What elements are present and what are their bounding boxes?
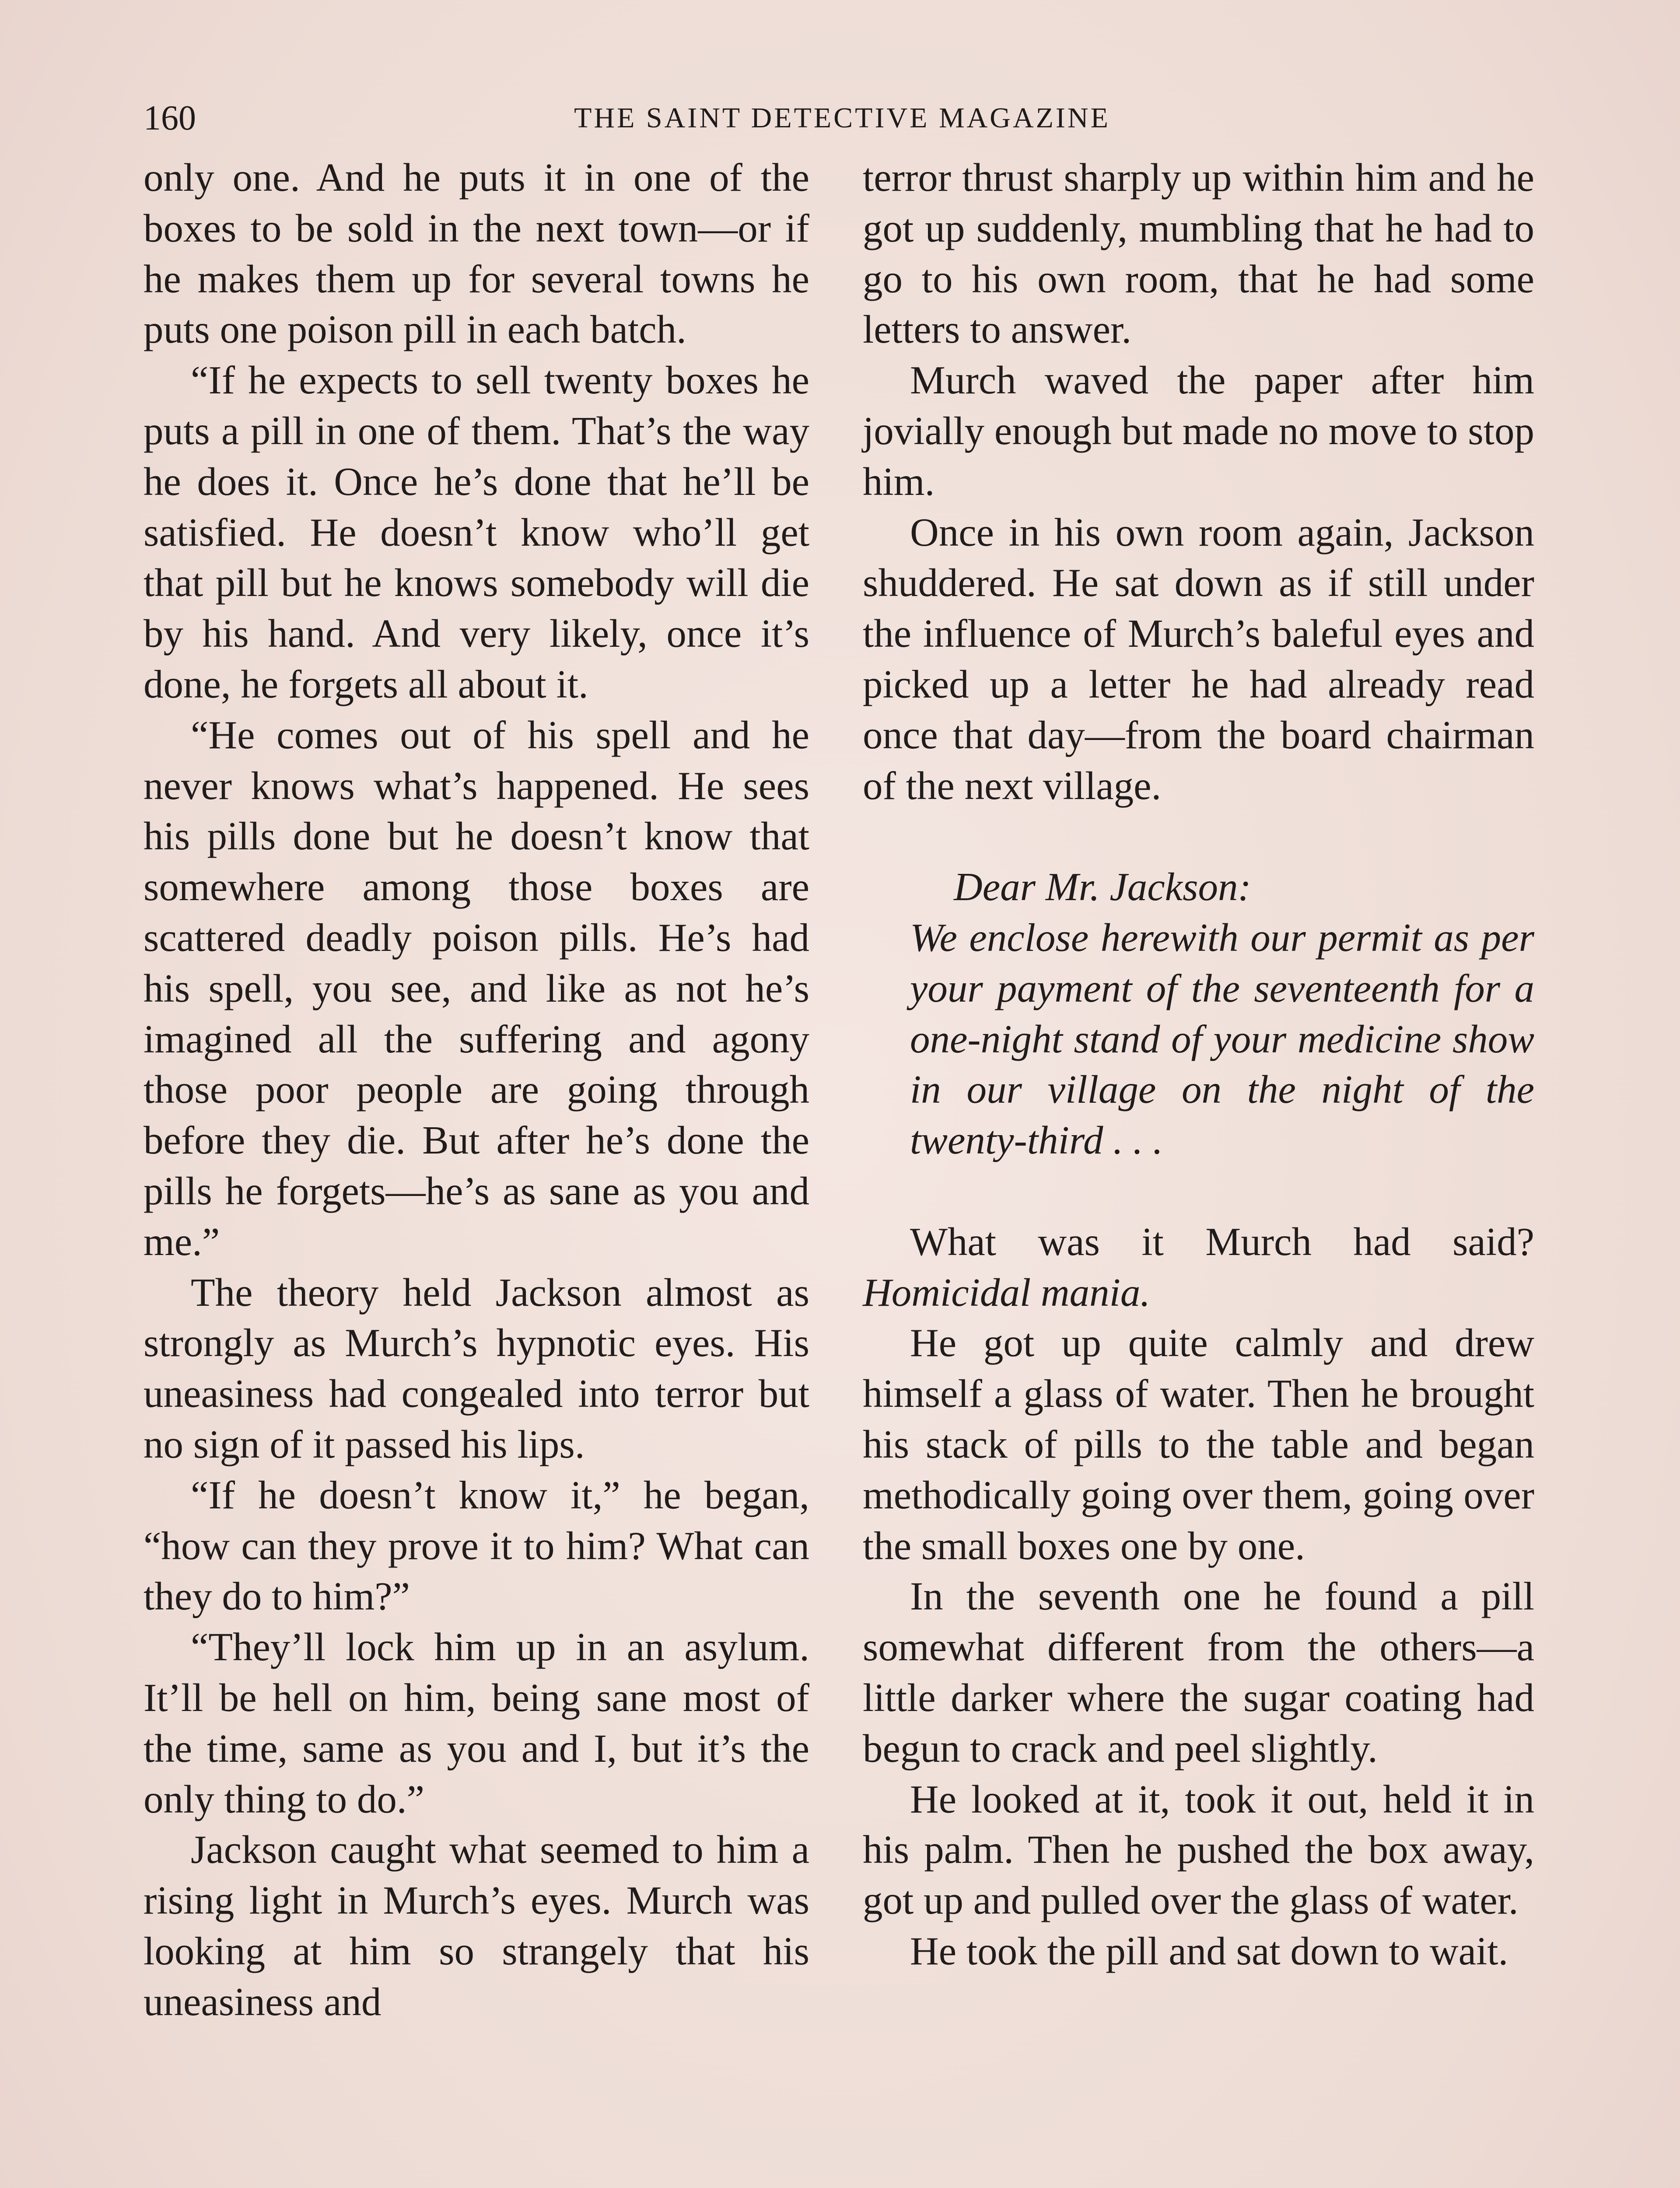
paragraph: “He comes out of his spell and he never knows what’s happened. He sees his pills done but he doesn’t know that somewhere among those boxes are scattered deadly poison pills. He’s had his spell, you see, and like as not he’s imagined all the suffering and agony those poor people are going through before they die. But after he’s done the pills he forgets—he’s as sane as you and me.” — [144, 712, 809, 1264]
quoted-letter — [863, 862, 1534, 1166]
paragraph: “If he doesn’t know it,” he began, “how can they prove it to him? What can they do to him?” — [144, 1473, 809, 1619]
paragraph: In the seventh one he found a pill somewhat different from the others—a little darker where the sugar coating had begun to crack and peel slightly. — [863, 1574, 1534, 1771]
running-head — [0, 94, 1680, 142]
paragraph — [863, 1217, 1534, 1318]
page-number: 160 — [144, 99, 196, 137]
spacer — [863, 811, 1534, 862]
paragraph: terror thrust sharply up within him and he got up suddenly, mumbling that he had to go to his own room, that he had some letters to answer. — [863, 155, 1534, 352]
letter-body: We enclose herewith our permit as per your payment of the seventeenth for a one-night stand of your medicine show in our village on the night of the twenty-third . . . — [910, 915, 1534, 1163]
paragraph: He got up quite calmly and drew himself a glass of water. Then he brought his stack of pills to the table and began methodically going over them, going over the small boxes one by one. — [863, 1321, 1534, 1568]
right-column — [863, 152, 1534, 1977]
left-column — [144, 152, 809, 2027]
paragraph: The theory held Jackson almost as strongly as Murch’s hypnotic eyes. His uneasiness had congealed into terror but no sign of it passed his lips. — [144, 1270, 809, 1466]
paragraph: Murch waved the paper after him jovially enough but made no move to stop him. — [863, 358, 1534, 504]
paragraph: “They’ll lock him up in an asylum. It’ll be hell on him, being sane most of the time, same as you and I, but it’s the only thing to do.” — [144, 1625, 809, 1821]
letter-salutation: Dear Mr. Jackson: — [954, 865, 1251, 909]
paragraph: “If he expects to sell twenty boxes he puts a pill in one of them. That’s the way he does it. Once he’s done that he’ll be satisfied. He doesn’t know who’ll get that pill but he knows somebody will die by his hand. And very likely, once it’s done, he forgets all about it. — [144, 358, 809, 706]
italic-phrase: Homicidal mania. — [863, 1270, 1151, 1315]
paragraph-text: What was it Murch had said? — [910, 1219, 1534, 1264]
paragraph: only one. And he puts it in one of the boxes to be sold in the next town—or if he makes them up for several towns he puts one poison pill in each batch. — [144, 155, 809, 352]
paragraph: Once in his own room again, Jackson shuddered. He sat down as if still under the influence of Murch’s baleful eyes and picked up a letter he had already read once that day—from the board chairman of the next village. — [863, 510, 1534, 808]
paragraph: He took the pill and sat down to wait. — [910, 1929, 1508, 1973]
spacer — [863, 1166, 1534, 1217]
paragraph: Jackson caught what seemed to him a rising light in Murch’s eyes. Murch was looking at him so strangely that his uneasiness and — [144, 1827, 809, 2024]
magazine-title: THE SAINT DETECTIVE MAGAZINE — [574, 102, 1110, 134]
paragraph: He looked at it, took it out, held it in his palm. Then he pushed the box away, got up and pulled over the glass of water. — [863, 1777, 1534, 1923]
